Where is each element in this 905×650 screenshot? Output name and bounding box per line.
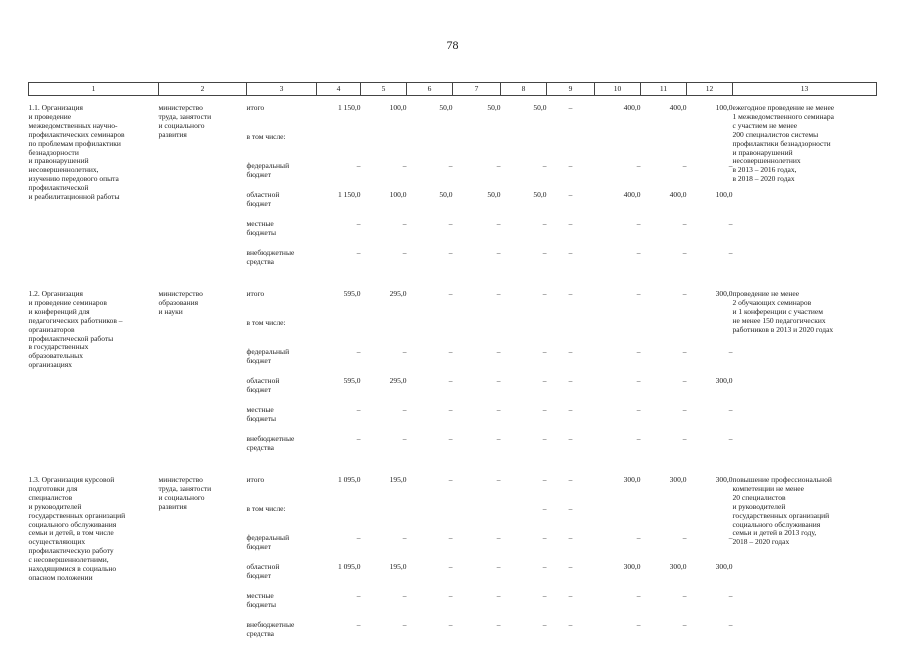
value-cell <box>407 319 453 348</box>
value-cell: – <box>407 592 453 621</box>
funding-source-cell: внебюджетные средства <box>247 435 317 464</box>
value-cell: – <box>641 220 687 249</box>
value-cell: – <box>641 592 687 621</box>
value-cell: – <box>641 621 687 650</box>
value-cell: – <box>547 406 595 435</box>
value-cell <box>317 505 361 534</box>
value-cell: – <box>453 220 501 249</box>
value-cell: 50,0 <box>501 191 547 220</box>
value-cell: 195,0 <box>361 476 407 505</box>
value-cell: – <box>317 348 361 377</box>
value-cell: – <box>641 162 687 191</box>
value-cell: – <box>641 534 687 563</box>
value-cell: – <box>317 220 361 249</box>
value-cell: – <box>641 377 687 406</box>
value-cell: 50,0 <box>407 104 453 133</box>
value-cell: – <box>361 621 407 650</box>
page-number: 78 <box>0 38 905 53</box>
value-cell: – <box>641 406 687 435</box>
value-cell: – <box>687 406 733 435</box>
funding-source-cell: в том числе: <box>247 133 317 162</box>
column-header: 1 <box>29 83 159 96</box>
value-cell: – <box>595 406 641 435</box>
value-cell: 50,0 <box>453 104 501 133</box>
value-cell: – <box>407 476 453 505</box>
value-cell: 100,0 <box>361 191 407 220</box>
value-cell: – <box>407 406 453 435</box>
activity-cell: 1.1. Организация и проведение межведомственных научно- профилактических семинаров по проблемам профилактики безнадзорности и правонарушений несовершеннолетних, изучению передового опыта профилактической и реабилитационной работы <box>29 104 159 278</box>
value-cell: – <box>547 290 595 319</box>
funding-source-cell: областной бюджет <box>247 563 317 592</box>
funding-source-cell: в том числе: <box>247 319 317 348</box>
column-header: 10 <box>595 83 641 96</box>
value-cell <box>641 133 687 162</box>
value-cell: – <box>453 563 501 592</box>
value-cell: – <box>595 592 641 621</box>
value-cell: – <box>407 348 453 377</box>
value-cell: – <box>641 249 687 278</box>
value-cell <box>595 319 641 348</box>
table-row <box>29 104 877 133</box>
column-header: 11 <box>641 83 687 96</box>
value-cell: – <box>547 348 595 377</box>
value-cell: – <box>501 621 547 650</box>
funding-source-cell: федеральный бюджет <box>247 348 317 377</box>
value-cell: 300,0 <box>641 476 687 505</box>
value-cell: – <box>361 220 407 249</box>
value-cell: – <box>501 348 547 377</box>
value-cell: – <box>501 162 547 191</box>
value-cell: – <box>547 104 595 133</box>
value-cell: – <box>547 435 595 464</box>
value-cell: 400,0 <box>595 191 641 220</box>
value-cell: – <box>547 162 595 191</box>
column-header: 5 <box>361 83 407 96</box>
column-number-row <box>29 83 877 96</box>
value-cell <box>547 133 595 162</box>
funding-source-cell: в том числе: <box>247 505 317 534</box>
value-cell: – <box>641 435 687 464</box>
executor-cell: министерство труда, занятости и социального развития <box>159 104 247 278</box>
value-cell: – <box>687 249 733 278</box>
funding-source-cell: местные бюджеты <box>247 592 317 621</box>
value-cell: – <box>361 435 407 464</box>
value-cell: – <box>317 592 361 621</box>
value-cell <box>407 133 453 162</box>
value-cell: 1 150,0 <box>317 191 361 220</box>
value-cell: – <box>453 476 501 505</box>
value-cell: – <box>501 249 547 278</box>
value-cell: – <box>641 290 687 319</box>
funding-source-cell: федеральный бюджет <box>247 162 317 191</box>
value-cell: – <box>407 220 453 249</box>
value-cell: – <box>361 534 407 563</box>
value-cell: – <box>641 348 687 377</box>
column-header: 12 <box>687 83 733 96</box>
value-cell: – <box>453 377 501 406</box>
value-cell: 300,0 <box>687 377 733 406</box>
value-cell <box>595 505 641 534</box>
value-cell <box>641 505 687 534</box>
executor-cell: министерство труда, занятости и социального развития <box>159 476 247 650</box>
value-cell: 595,0 <box>317 290 361 319</box>
value-cell <box>361 505 407 534</box>
value-cell: – <box>407 435 453 464</box>
value-cell: 300,0 <box>595 476 641 505</box>
value-cell: – <box>547 563 595 592</box>
funding-source-cell: итого <box>247 104 317 133</box>
value-cell: – <box>361 348 407 377</box>
value-cell: – <box>501 563 547 592</box>
value-cell: – <box>595 249 641 278</box>
value-cell: – <box>361 249 407 278</box>
value-cell: 300,0 <box>641 563 687 592</box>
table-row <box>29 476 877 505</box>
value-cell: – <box>501 435 547 464</box>
value-cell: – <box>595 220 641 249</box>
table-body <box>29 96 877 650</box>
value-cell <box>361 133 407 162</box>
value-cell: – <box>687 162 733 191</box>
value-cell: – <box>407 377 453 406</box>
value-cell: – <box>407 162 453 191</box>
value-cell: – <box>547 220 595 249</box>
funding-source-cell: областной бюджет <box>247 191 317 220</box>
funding-source-cell: внебюджетные средства <box>247 249 317 278</box>
value-cell: 400,0 <box>641 104 687 133</box>
value-cell: – <box>317 249 361 278</box>
value-cell: – <box>687 220 733 249</box>
column-header: 13 <box>733 83 877 96</box>
value-cell: – <box>501 220 547 249</box>
value-cell: – <box>317 534 361 563</box>
value-cell <box>595 133 641 162</box>
value-cell: – <box>595 534 641 563</box>
value-cell: 1 150,0 <box>317 104 361 133</box>
value-cell <box>547 319 595 348</box>
column-header: 8 <box>501 83 547 96</box>
value-cell: – <box>595 377 641 406</box>
column-header: 3 <box>247 83 317 96</box>
value-cell: – <box>317 406 361 435</box>
value-cell: – <box>547 534 595 563</box>
value-cell: – <box>501 476 547 505</box>
value-cell: – <box>501 406 547 435</box>
funding-source-cell: внебюджетные средства <box>247 621 317 650</box>
value-cell: 300,0 <box>687 290 733 319</box>
value-cell: – <box>547 476 595 505</box>
value-cell: – <box>547 249 595 278</box>
value-cell: – <box>453 435 501 464</box>
funding-source-cell: местные бюджеты <box>247 406 317 435</box>
value-cell <box>641 319 687 348</box>
value-cell: 300,0 <box>595 563 641 592</box>
column-header: 6 <box>407 83 453 96</box>
activity-cell: 1.2. Организация и проведение семинаров и конференций для педагогических работников – организаторов профилактической работы в государственных образовательных организациях <box>29 290 159 464</box>
value-cell: – <box>361 406 407 435</box>
value-cell <box>317 133 361 162</box>
value-cell: 295,0 <box>361 377 407 406</box>
value-cell: – <box>547 621 595 650</box>
value-cell: – <box>407 534 453 563</box>
value-cell: – <box>453 249 501 278</box>
table-row <box>29 290 877 319</box>
value-cell <box>501 133 547 162</box>
value-cell: – <box>407 621 453 650</box>
value-cell: 1 095,0 <box>317 563 361 592</box>
value-cell: – <box>687 534 733 563</box>
value-cell <box>453 505 501 534</box>
outcome-cell: ежегодное проведение не менее 1 межведомственного семинара с участием не менее 200 специалистов системы профилактики безнадзорности и правонарушений несовершеннолетних в 2013 – 2016 годах, в 2018 – 2020 годах <box>733 104 877 278</box>
value-cell: – <box>361 592 407 621</box>
value-cell: 50,0 <box>407 191 453 220</box>
value-cell: – <box>595 162 641 191</box>
value-cell: – <box>453 348 501 377</box>
value-cell: 1 095,0 <box>317 476 361 505</box>
value-cell: 400,0 <box>595 104 641 133</box>
value-cell: – <box>361 162 407 191</box>
value-cell: – <box>547 191 595 220</box>
value-cell <box>687 505 733 534</box>
value-cell <box>361 319 407 348</box>
value-cell: 50,0 <box>501 104 547 133</box>
value-cell: – <box>501 377 547 406</box>
value-cell: – <box>317 435 361 464</box>
value-cell: – <box>595 290 641 319</box>
value-cell: – <box>501 534 547 563</box>
value-cell: – <box>547 592 595 621</box>
value-cell: – <box>501 592 547 621</box>
value-cell: – <box>407 563 453 592</box>
column-header: 9 <box>547 83 595 96</box>
value-cell: 195,0 <box>361 563 407 592</box>
value-cell: – <box>547 505 595 534</box>
value-cell <box>501 319 547 348</box>
value-cell: – <box>407 290 453 319</box>
outcome-cell: повышение профессиональной компетенции не менее 20 специалистов и руководителей государственных организаций социального обслуживания семьи и детей в 2013 году, 2018 – 2020 годах <box>733 476 877 650</box>
value-cell: 100,0 <box>687 191 733 220</box>
value-cell <box>453 319 501 348</box>
value-cell: – <box>595 435 641 464</box>
value-cell: – <box>595 621 641 650</box>
value-cell: 400,0 <box>641 191 687 220</box>
value-cell: – <box>501 505 547 534</box>
value-cell: – <box>453 406 501 435</box>
value-cell: – <box>687 592 733 621</box>
funding-source-cell: областной бюджет <box>247 377 317 406</box>
value-cell: 100,0 <box>361 104 407 133</box>
funding-source-cell: итого <box>247 476 317 505</box>
value-cell: – <box>453 534 501 563</box>
executor-cell: министерство образования и науки <box>159 290 247 464</box>
value-cell: – <box>595 348 641 377</box>
value-cell: – <box>317 162 361 191</box>
value-cell: – <box>687 621 733 650</box>
value-cell <box>687 319 733 348</box>
value-cell <box>453 133 501 162</box>
column-header: 4 <box>317 83 361 96</box>
column-header: 7 <box>453 83 501 96</box>
funding-source-cell: местные бюджеты <box>247 220 317 249</box>
value-cell: 300,0 <box>687 476 733 505</box>
value-cell: – <box>453 621 501 650</box>
value-cell: 295,0 <box>361 290 407 319</box>
value-cell: – <box>687 435 733 464</box>
value-cell: – <box>501 290 547 319</box>
value-cell: – <box>687 348 733 377</box>
value-cell <box>407 505 453 534</box>
activity-cell: 1.3. Организация курсовой подготовки для специалистов и руководителей государственных организаций социального обслуживания семьи и детей, в том числе осуществляющих профилактическую работу с несовершеннолетними, находящимися в социально опасном положении <box>29 476 159 650</box>
funding-source-cell: федеральный бюджет <box>247 534 317 563</box>
value-cell: 595,0 <box>317 377 361 406</box>
value-cell <box>687 133 733 162</box>
value-cell <box>317 319 361 348</box>
funding-source-cell: итого <box>247 290 317 319</box>
value-cell: – <box>453 290 501 319</box>
value-cell: 50,0 <box>453 191 501 220</box>
program-table <box>28 82 877 650</box>
column-header: 2 <box>159 83 247 96</box>
value-cell: 300,0 <box>687 563 733 592</box>
outcome-cell: проведение не менее 2 обучающих семинаров и 1 конференции с участием не менее 150 педагогических работников в 2013 и 2020 годах <box>733 290 877 464</box>
value-cell: – <box>547 377 595 406</box>
value-cell: – <box>407 249 453 278</box>
value-cell: – <box>453 162 501 191</box>
value-cell: 100,0 <box>687 104 733 133</box>
value-cell: – <box>317 621 361 650</box>
value-cell: – <box>453 592 501 621</box>
